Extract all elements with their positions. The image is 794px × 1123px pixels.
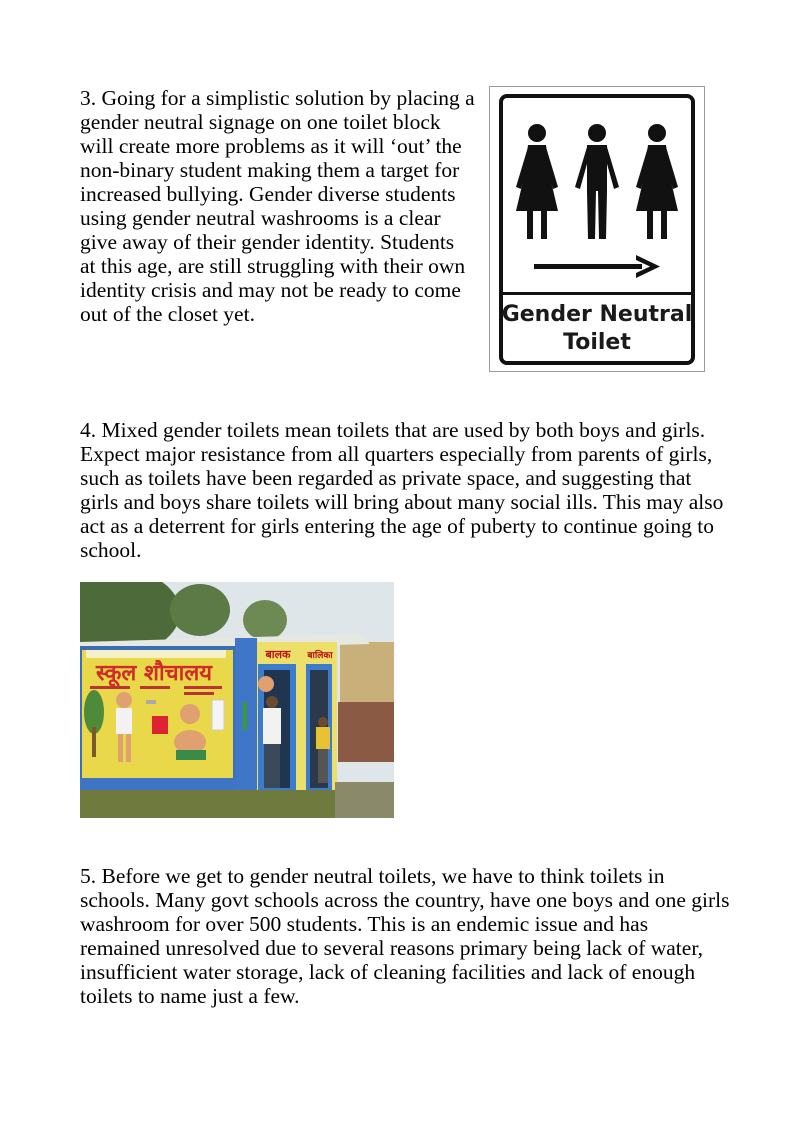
sign-line-2: Toilet <box>563 330 631 355</box>
door-label-boys: बालक <box>265 648 291 661</box>
door-label-girls: बालिका <box>307 651 333 661</box>
gender-neutral-toilet-sign <box>489 86 705 372</box>
wall-title: स्कूल शौचालय <box>95 661 213 686</box>
paragraph-5: 5. Before we get to gender neutral toilets, we have to think toilets in schools. Many govt schools across the country, have one boys and one girls washroom for over 500 students. This is an endemic issue and has remained unresolved due to several reasons primary being lack of water, insufficient water storage, lack of cleaning facilities and lack of enough toilets to name just a few. <box>80 864 730 1008</box>
paragraph-4: 4. Mixed gender toilets mean toilets that are used by both boys and girls. Expect major resistance from all quarters especially from parents of girls, such as toilets have been regarded as private space, and suggesting that girls and boys share toilets will bring about many social ills. This may also act as a deterrent for girls entering the age of puberty to continue going to school. <box>80 418 724 562</box>
paragraph-3: 3. Going for a simplistic solution by placing a gender neutral signage on one toilet block will create more problems as it will ‘out’ the non-binary student making them a target for increased bullying. Gender diverse students using gender neutral washrooms is a clear give away of their gender identity. Students at this age, are still struggling with their own identity crisis and may not be ready to come out of the closet yet. <box>80 86 475 326</box>
school-toilet-photo <box>80 582 394 818</box>
sign-line-1: Gender Neutral <box>501 302 693 327</box>
